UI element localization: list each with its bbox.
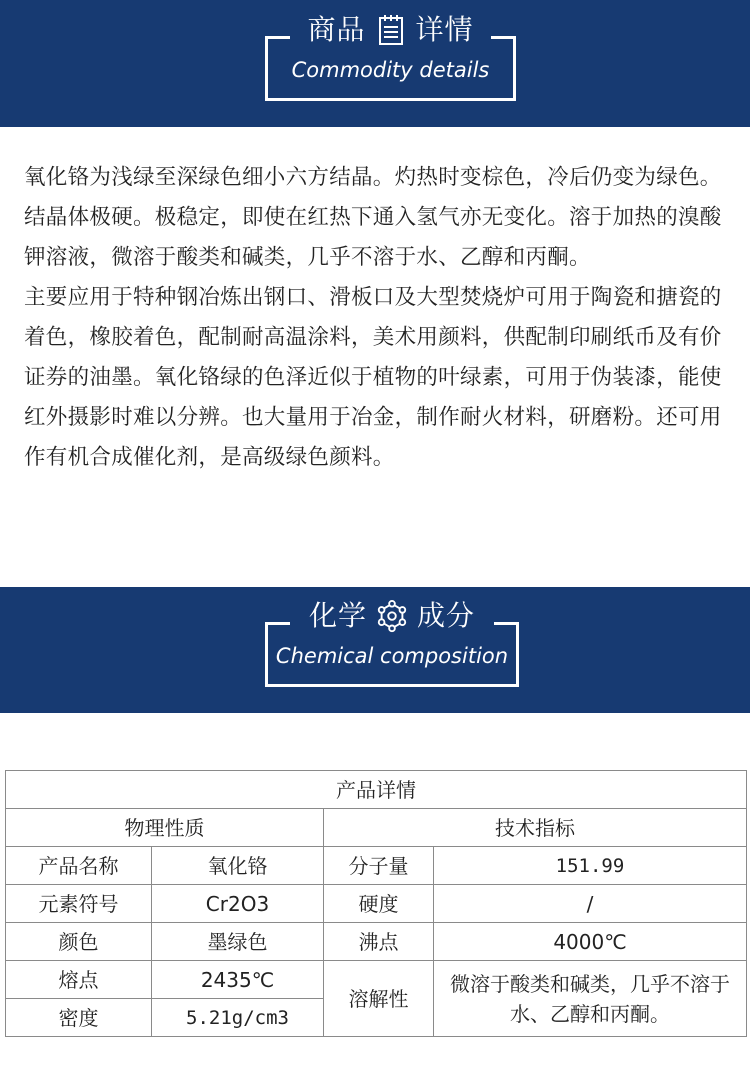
cell-label: 溶解性 [324,961,434,1037]
cell-label: 沸点 [324,923,434,961]
table-row [6,885,747,923]
description-paragraph: 氧化铬为浅绿至深绿色细小六方结晶。灼热时变棕色，冷后仍变为绿色。结晶体极硬。极稳定，即使在红热下通入氢气亦无变化。溶于加热的溴酸钾溶液，微溶于酸类和碱类，几乎不溶于水、乙醇和丙酮。 [24,165,722,270]
description-paragraph: 主要应用于特种钢冶炼出钢口、滑板口及大型焚烧炉可用于陶瓷和搪瓷的着色，橡胶着色，配制耐高温涂料，美术用颜料，供配制印刷纸币及有价证券的油墨。氧化铬绿的色泽近似于植物的叶绿素，可用于伪装漆，能使红外摄影时难以分辨。也大量用于冶金，制作耐火材料，研磨粉。还可用作有机合成催化剂，是高级绿色颜料。 [24,285,722,470]
cell-value: 2435℃ [152,961,324,999]
product-description [24,158,728,478]
cell-label: 颜色 [6,923,152,961]
cell-value: / [434,885,747,923]
cell-value: Cr2O3 [152,885,324,923]
cell-label: 硬度 [324,885,434,923]
table-row [6,847,747,885]
chemical-composition-banner [0,587,750,713]
table-row [6,923,747,961]
product-spec-table [5,770,747,1037]
banner-frame [265,599,519,687]
cell-value: 5.21g/cm3 [152,999,324,1037]
commodity-details-banner [0,0,750,127]
table-group-row [6,809,747,847]
cell-label: 熔点 [6,961,152,999]
group-technical-indicators: 技术指标 [324,809,747,847]
table-row [6,961,747,999]
title-left: 商品 [307,13,366,46]
cell-value: 氧化铬 [152,847,324,885]
cell-label: 元素符号 [6,885,152,923]
cell-label: 分子量 [324,847,434,885]
banner-title [268,11,513,49]
cell-value: 4000℃ [434,923,747,961]
banner-subtitle: Commodity details [291,58,490,82]
banner-subtitle: Chemical composition [275,644,509,668]
banner-title [268,597,516,635]
cell-value: 墨绿色 [152,923,324,961]
title-right: 详情 [415,13,474,46]
cell-value: 微溶于酸类和碱类，几乎不溶于水、乙醇和丙酮。 [434,961,747,1037]
cell-label: 产品名称 [6,847,152,885]
group-physical-properties: 物理性质 [6,809,324,847]
title-left: 化学 [308,599,367,632]
table-caption-row [6,771,747,809]
table-caption: 产品详情 [6,771,747,809]
cell-label: 密度 [6,999,152,1037]
banner-frame [265,13,516,101]
notepad-icon [374,13,408,47]
cell-value: 151.99 [434,847,747,885]
title-right: 成分 [417,599,476,632]
molecule-icon [375,599,409,633]
